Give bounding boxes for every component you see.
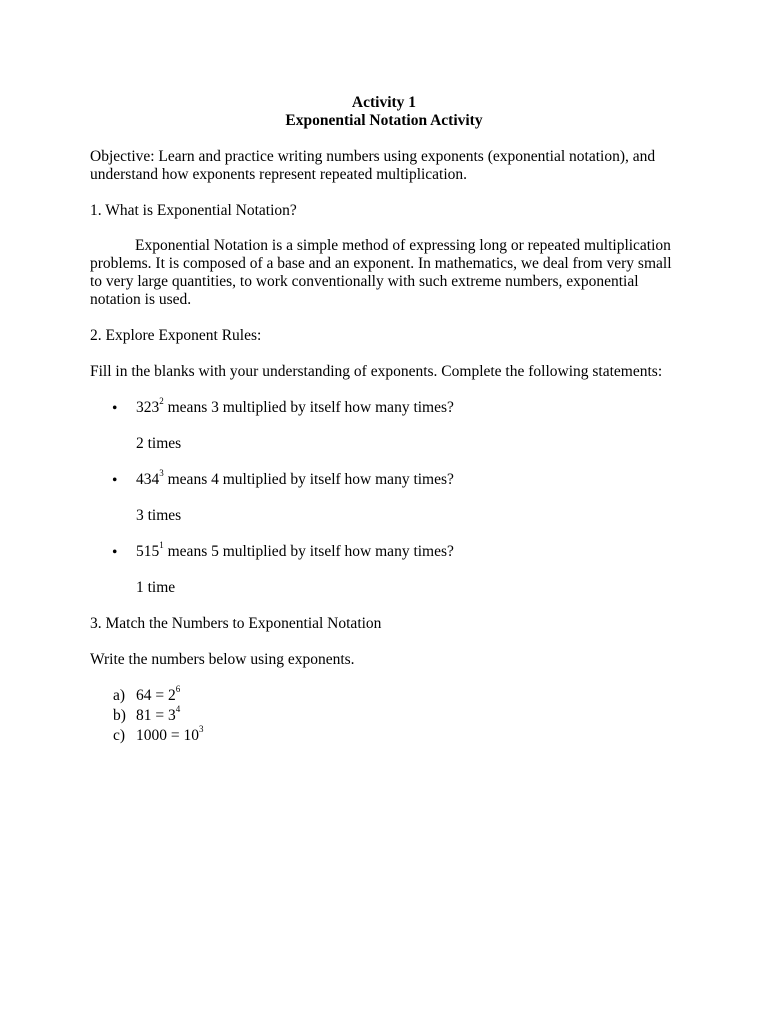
- document-title: Exponential Notation Activity: [285, 111, 483, 129]
- exponent: 2: [159, 395, 164, 406]
- activity-label: Activity 1: [351, 94, 417, 111]
- section2-instructions: Fill in the blanks with your understanding of exponents. Complete the following statements:: [90, 363, 663, 380]
- list-letter: c): [113, 727, 126, 744]
- objective-paragraph: Objective: Learn and practice writing numbers using exponents (exponential notation), and understand how exponents represent repeated multiplication.: [90, 148, 656, 183]
- list-item: [113, 683, 181, 705]
- exponent: 6: [175, 683, 181, 694]
- section3-heading: 3. Match the Numbers to Exponential Notation: [90, 615, 382, 632]
- base-number: 323: [136, 399, 160, 416]
- exponent: 1: [159, 539, 164, 550]
- list-item: [113, 723, 204, 745]
- exponent: 4: [175, 703, 181, 714]
- answer-text: 2 times: [136, 435, 182, 452]
- section1-heading: 1. What is Exponential Notation?: [90, 202, 297, 219]
- title-block: [0, 94, 768, 129]
- question-text: [136, 467, 454, 489]
- list-letter: b): [113, 707, 126, 724]
- question-rest: means 5 multiplied by itself how many times?: [163, 543, 454, 560]
- answer-text: 3 times: [136, 507, 182, 524]
- equation-text: 64 = 2: [136, 687, 176, 704]
- bullet-icon: •: [112, 400, 118, 417]
- question-text: [136, 395, 454, 417]
- answer-text: 1 time: [136, 579, 176, 596]
- question-rest: means 3 multiplied by itself how many times?: [163, 399, 454, 416]
- question-text: [136, 539, 454, 561]
- section2-heading: 2. Explore Exponent Rules:: [90, 327, 262, 344]
- exponent: 3: [199, 723, 204, 734]
- base-number: 515: [136, 543, 160, 560]
- equation-text: 1000 = 10: [136, 727, 199, 744]
- section1-body: Exponential Notation is a simple method of expressing long or repeated multiplication problems. It is composed of a base and an exponent. In mathematics, we deal from very small to very large quantities, to work conventionally with such extreme numbers, exponential notation is used.: [90, 237, 672, 308]
- section3-instructions: Write the numbers below using exponents.: [90, 651, 355, 668]
- list-item: [113, 703, 181, 725]
- bullet-icon: •: [112, 472, 118, 489]
- base-number: 434: [136, 471, 160, 488]
- equation-text: 81 = 3: [136, 707, 176, 724]
- exponent: 3: [159, 467, 164, 478]
- bullet-icon: •: [112, 544, 118, 561]
- list-letter: a): [113, 687, 126, 704]
- question-rest: means 4 multiplied by itself how many times?: [163, 471, 454, 488]
